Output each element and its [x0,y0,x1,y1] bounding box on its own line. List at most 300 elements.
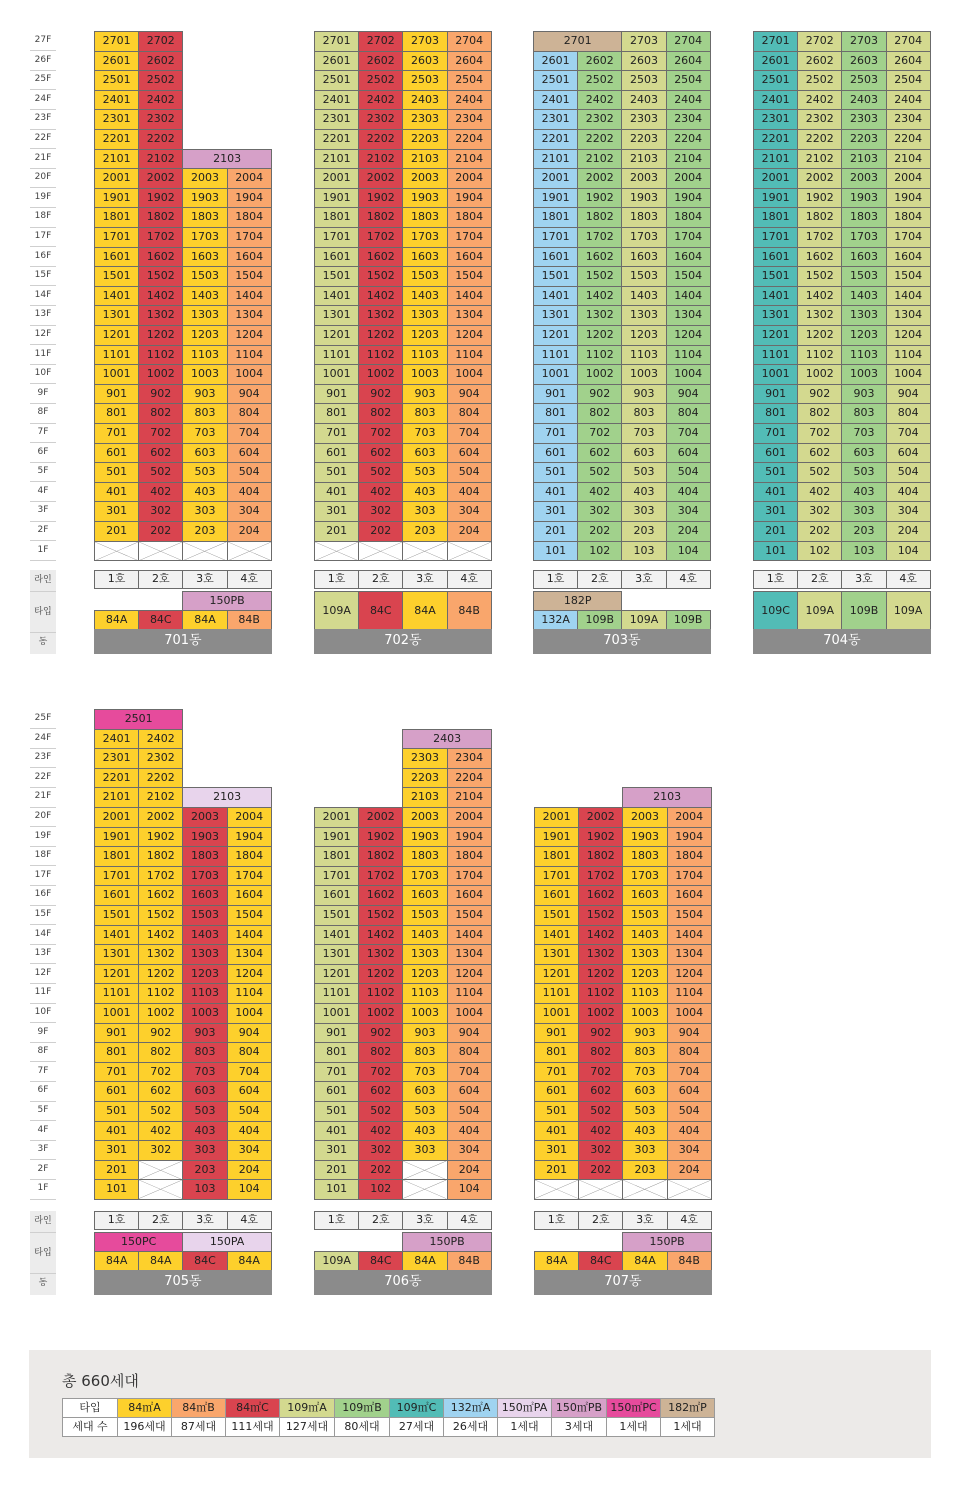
unit-cell: 1603 [182,885,227,906]
unit-cell: 1304 [886,305,931,326]
unit-type-badge: 84B [447,1251,492,1271]
penthouse-unit-cell: 2701 [533,31,622,52]
line-label: 1호 [753,570,798,589]
unit-cell: 103 [621,541,666,562]
unit-cell: 2001 [533,168,578,189]
unit-cell: 501 [94,1101,139,1122]
unit-cell: 1701 [94,866,139,887]
unit-cell: 302 [358,501,403,522]
unit-cell: 1104 [227,345,272,366]
unit-cell: 1901 [94,188,139,209]
unit-cell: 304 [667,1140,712,1161]
unit-cell: 2703 [402,31,447,52]
unit-cell: 2103 [621,149,666,170]
line-label: 3호 [182,1211,227,1230]
unit-cell: 2003 [402,168,447,189]
unit-cell: 1403 [402,925,447,946]
unit-cell: 2601 [94,51,139,72]
unit-cell: 803 [402,1042,447,1063]
unit-cell: 802 [577,403,622,424]
unit-cell: 1501 [534,905,579,926]
unit-cell: 2101 [753,149,798,170]
unit-cell: 1001 [753,364,798,385]
unit-cell: 202 [358,521,403,542]
floor-label: 6F [37,446,49,457]
unit-cell: 2002 [138,168,183,189]
unit-cell: 1203 [621,325,666,346]
unit-cell: 404 [447,1121,492,1142]
unit-cell: 2402 [138,90,183,111]
unit-cell: 1701 [534,866,579,887]
unit-cell: 2601 [314,51,359,72]
unit-cell: 704 [227,423,272,444]
unit-cell: 402 [358,482,403,503]
unit-cell: 902 [577,384,622,405]
unit-cell: 802 [138,403,183,424]
unit-cell: 504 [227,462,272,483]
floor-label: 8F [37,1046,49,1057]
unit-cell: 1402 [138,286,183,307]
line-label: 1호 [94,1211,139,1230]
unit-cell: 2202 [138,768,183,789]
unit-cell: 303 [622,1140,667,1161]
unit-cell: 1602 [578,885,623,906]
unit-cell: 504 [447,1101,492,1122]
unit-cell: 603 [182,1081,227,1102]
pilotis-cell [314,541,359,562]
unit-cell: 404 [447,482,492,503]
unit-cell: 1204 [227,325,272,346]
pilotis-cell [138,1160,183,1181]
unit-type-badge: 109A [797,591,842,630]
unit-cell: 1404 [227,925,272,946]
unit-cell: 1304 [447,944,492,965]
unit-cell: 501 [314,1101,359,1122]
unit-cell: 1704 [227,227,272,248]
unit-cell: 2003 [621,168,666,189]
unit-cell: 2602 [577,51,622,72]
unit-cell: 303 [402,501,447,522]
unit-cell: 502 [358,1101,403,1122]
floor-label: 14F [34,928,52,939]
unit-cell: 302 [577,501,622,522]
unit-cell: 203 [402,521,447,542]
pilotis-cell [534,1179,579,1200]
building-name: 704동 [753,629,931,654]
unit-cell: 304 [447,1140,492,1161]
unit-cell: 2102 [138,787,183,808]
unit-cell: 203 [621,521,666,542]
unit-cell: 1104 [886,345,931,366]
unit-cell: 402 [797,482,842,503]
floor-label: 18F [34,211,52,222]
pilotis-cell [94,541,139,562]
unit-cell: 2001 [94,807,139,828]
unit-cell: 1904 [447,827,492,848]
unit-cell: 1804 [227,846,272,867]
unit-type-badge: 84C [182,1251,227,1271]
unit-cell: 402 [578,1121,623,1142]
unit-cell: 1503 [402,266,447,287]
unit-cell: 204 [227,1160,272,1181]
line-label: 2호 [358,570,403,589]
pilotis-cell [182,541,227,562]
unit-cell: 2402 [138,729,183,750]
legend-type-count: 27세대 [389,1417,444,1437]
unit-cell: 1502 [578,905,623,926]
unit-cell: 2401 [94,90,139,111]
unit-cell: 1304 [667,944,712,965]
unit-cell: 1303 [621,305,666,326]
line-label: 2호 [138,1211,183,1230]
unit-cell: 602 [138,443,183,464]
unit-cell: 2404 [666,90,711,111]
unit-cell: 2702 [358,31,403,52]
unit-cell: 2603 [402,51,447,72]
unit-cell: 601 [94,443,139,464]
unit-cell: 1504 [667,905,712,926]
unit-cell: 1104 [447,983,492,1004]
unit-type-badge: 109B [841,591,886,630]
unit-cell: 1402 [577,286,622,307]
unit-cell: 903 [182,384,227,405]
unit-cell: 1303 [841,305,886,326]
unit-cell: 202 [578,1160,623,1181]
unit-cell: 1104 [227,983,272,1004]
legend-type-swatch: 109㎡A [279,1398,335,1418]
floor-label: 12F [34,329,52,339]
unit-cell: 1404 [447,286,492,307]
unit-cell: 1002 [578,1003,623,1024]
legend-type-count: 127세대 [279,1417,335,1437]
unit-cell: 1501 [533,266,578,287]
unit-cell: 1203 [622,964,667,985]
unit-cell: 2102 [797,149,842,170]
unit-cell: 2204 [447,768,492,789]
unit-cell: 701 [94,1062,139,1083]
unit-cell: 703 [182,423,227,444]
legend-type-count: 1세대 [606,1417,661,1437]
unit-cell: 1701 [314,227,359,248]
unit-cell: 1401 [534,925,579,946]
unit-cell: 1504 [447,905,492,926]
unit-cell: 804 [227,403,272,424]
unit-cell: 2203 [402,768,447,789]
unit-cell: 1101 [534,983,579,1004]
unit-cell: 203 [622,1160,667,1181]
axis-label-type: 타입 [30,1232,56,1274]
unit-cell: 1301 [314,944,359,965]
floor-label: 10F [34,368,52,379]
unit-cell: 504 [447,462,492,483]
unit-cell: 2304 [447,109,492,130]
unit-cell: 1102 [578,983,623,1004]
unit-cell: 104 [227,1179,272,1200]
unit-cell: 1304 [666,305,711,326]
unit-cell: 402 [358,1121,403,1142]
unit-cell: 2401 [533,90,578,111]
unit-cell: 1204 [667,964,712,985]
unit-cell: 1804 [666,207,711,228]
unit-cell: 904 [227,384,272,405]
unit-cell: 604 [447,443,492,464]
unit-cell: 502 [578,1101,623,1122]
floor-label: 27F [34,35,52,45]
unit-cell: 201 [534,1160,579,1181]
pilotis-cell [402,1179,447,1200]
unit-cell: 1202 [797,325,842,346]
line-label: 4호 [886,570,931,589]
unit-cell: 101 [314,1179,359,1200]
unit-cell: 1902 [138,827,183,848]
unit-cell: 1803 [402,846,447,867]
unit-cell: 2203 [621,129,666,150]
unit-cell: 504 [666,462,711,483]
unit-cell: 603 [182,443,227,464]
floor-label: 11F [34,987,52,998]
building-name: 702동 [314,629,492,654]
unit-cell: 1802 [138,207,183,228]
unit-cell: 2004 [667,807,712,828]
floor-label: 9F [37,387,49,398]
unit-cell: 1904 [227,188,272,209]
unit-cell: 1402 [138,925,183,946]
line-label: 4호 [227,570,272,589]
unit-cell: 2003 [182,168,227,189]
unit-type-badge: 84B [667,1251,712,1271]
unit-cell: 301 [534,1140,579,1161]
unit-cell: 102 [577,541,622,562]
unit-cell: 1901 [314,827,359,848]
penthouse-type-badge: 182P [533,591,622,611]
unit-cell: 2004 [447,168,492,189]
penthouse-unit-cell: 2403 [402,729,491,750]
unit-cell: 1501 [314,905,359,926]
unit-cell: 302 [358,1140,403,1161]
floor-label: 21F [34,152,52,163]
pilotis-cell [447,541,492,562]
unit-cell: 802 [138,1042,183,1063]
unit-cell: 401 [533,482,578,503]
penthouse-type-badge: 150PA [182,1232,271,1252]
unit-cell: 1104 [666,345,711,366]
unit-cell: 1003 [182,364,227,385]
unit-cell: 302 [797,501,842,522]
unit-cell: 2403 [402,90,447,111]
unit-cell: 2301 [533,109,578,130]
unit-cell: 2004 [447,807,492,828]
unit-cell: 504 [227,1101,272,1122]
unit-cell: 1203 [402,964,447,985]
unit-cell: 101 [94,1179,139,1200]
unit-cell: 203 [841,521,886,542]
building-name: 707동 [534,1270,712,1295]
unit-cell: 1704 [447,866,492,887]
unit-cell: 1202 [138,964,183,985]
unit-cell: 2701 [314,31,359,52]
unit-cell: 1601 [753,247,798,268]
unit-cell: 403 [841,482,886,503]
unit-cell: 701 [314,1062,359,1083]
unit-cell: 1302 [358,944,403,965]
unit-cell: 902 [797,384,842,405]
unit-cell: 903 [402,384,447,405]
unit-cell: 2002 [578,807,623,828]
unit-cell: 2501 [753,70,798,91]
floor-label: 14F [34,289,52,300]
unit-cell: 1901 [533,188,578,209]
pilotis-cell [667,1179,712,1200]
unit-cell: 2201 [94,768,139,789]
unit-cell: 704 [666,423,711,444]
unit-cell: 1602 [358,885,403,906]
legend-type-swatch: 84㎡B [171,1398,226,1418]
legend-type-swatch: 150㎡PB [551,1398,607,1418]
unit-cell: 901 [533,384,578,405]
unit-cell: 403 [402,482,447,503]
unit-cell: 1302 [578,944,623,965]
unit-cell: 2601 [533,51,578,72]
unit-cell: 1902 [138,188,183,209]
unit-cell: 2104 [886,149,931,170]
legend-type-count: 3세대 [551,1417,607,1437]
floor-label: 15F [34,909,52,919]
unit-cell: 1903 [841,188,886,209]
unit-cell: 103 [841,541,886,562]
unit-cell: 801 [94,1042,139,1063]
unit-cell: 504 [886,462,931,483]
unit-cell: 2202 [358,129,403,150]
unit-cell: 503 [182,462,227,483]
unit-cell: 802 [358,403,403,424]
unit-cell: 404 [227,482,272,503]
line-label: 2호 [577,570,622,589]
unit-cell: 2004 [227,168,272,189]
unit-cell: 204 [886,521,931,542]
unit-cell: 2103 [402,787,447,808]
floor-label: 16F [34,250,52,261]
unit-cell: 2002 [138,807,183,828]
line-label: 4호 [447,570,492,589]
axis-label-line: 라인 [34,1216,52,1226]
unit-cell: 2204 [447,129,492,150]
unit-cell: 1004 [227,1003,272,1024]
unit-cell: 2102 [358,149,403,170]
unit-cell: 1402 [578,925,623,946]
unit-cell: 801 [753,403,798,424]
floor-label: 15F [34,270,52,281]
floor-label: 2F [37,525,49,535]
unit-cell: 503 [182,1101,227,1122]
floor-label: 19F [34,191,52,202]
unit-cell: 1102 [358,983,403,1004]
line-label: 3호 [841,570,886,589]
unit-cell: 1902 [797,188,842,209]
unit-type-badge: 84A [94,1251,139,1271]
unit-cell: 304 [886,501,931,522]
floor-label: 4F [37,485,49,496]
unit-type-badge: 84A [182,610,227,630]
unit-cell: 1504 [227,905,272,926]
unit-cell: 502 [138,462,183,483]
unit-cell: 301 [533,501,578,522]
unit-cell: 1104 [667,983,712,1004]
unit-cell: 2001 [94,168,139,189]
unit-cell: 1702 [138,866,183,887]
unit-cell: 301 [753,501,798,522]
floor-label: 23F [34,752,52,763]
unit-cell: 1704 [666,227,711,248]
unit-cell: 1302 [138,305,183,326]
unit-cell: 2202 [577,129,622,150]
unit-cell: 1204 [447,964,492,985]
line-label: 2호 [797,570,842,589]
unit-cell: 2703 [621,31,666,52]
unit-cell: 2302 [138,748,183,769]
axis-label-type: 타입 [30,591,56,633]
unit-cell: 602 [578,1081,623,1102]
unit-cell: 1702 [577,227,622,248]
unit-cell: 2502 [797,70,842,91]
unit-cell: 1801 [534,846,579,867]
unit-cell: 901 [314,384,359,405]
unit-cell: 2701 [94,31,139,52]
unit-cell: 2004 [666,168,711,189]
unit-type-badge: 109B [666,610,711,630]
unit-cell: 703 [621,423,666,444]
floor-label: 6F [37,1085,49,1096]
line-label: 1호 [533,570,578,589]
unit-cell: 1904 [886,188,931,209]
unit-cell: 1401 [314,925,359,946]
unit-cell: 1402 [358,925,403,946]
unit-cell: 1204 [447,325,492,346]
unit-cell: 2303 [402,748,447,769]
unit-cell: 901 [753,384,798,405]
unit-cell: 1504 [666,266,711,287]
unit-cell: 1701 [533,227,578,248]
unit-cell: 801 [94,403,139,424]
unit-cell: 1102 [138,345,183,366]
pilotis-cell [578,1179,623,1200]
unit-cell: 2103 [402,149,447,170]
unit-cell: 1002 [797,364,842,385]
unit-cell: 304 [227,1140,272,1161]
building-name: 703동 [533,629,711,654]
unit-cell: 202 [138,521,183,542]
unit-cell: 1001 [314,1003,359,1024]
unit-cell: 1302 [577,305,622,326]
unit-cell: 701 [94,423,139,444]
unit-cell: 2402 [358,90,403,111]
unit-cell: 502 [358,462,403,483]
unit-cell: 1001 [94,364,139,385]
floor-label: 20F [34,811,52,821]
unit-type-badge: 109A [314,591,359,630]
unit-cell: 903 [621,384,666,405]
unit-cell: 1803 [622,846,667,867]
unit-cell: 1404 [447,925,492,946]
unit-cell: 2101 [94,787,139,808]
unit-cell: 1902 [577,188,622,209]
unit-cell: 2104 [666,149,711,170]
unit-cell: 804 [886,403,931,424]
unit-cell: 602 [358,443,403,464]
unit-cell: 802 [797,403,842,424]
unit-cell: 2301 [314,109,359,130]
unit-cell: 701 [533,423,578,444]
legend-type-swatch: 109㎡C [389,1398,444,1418]
